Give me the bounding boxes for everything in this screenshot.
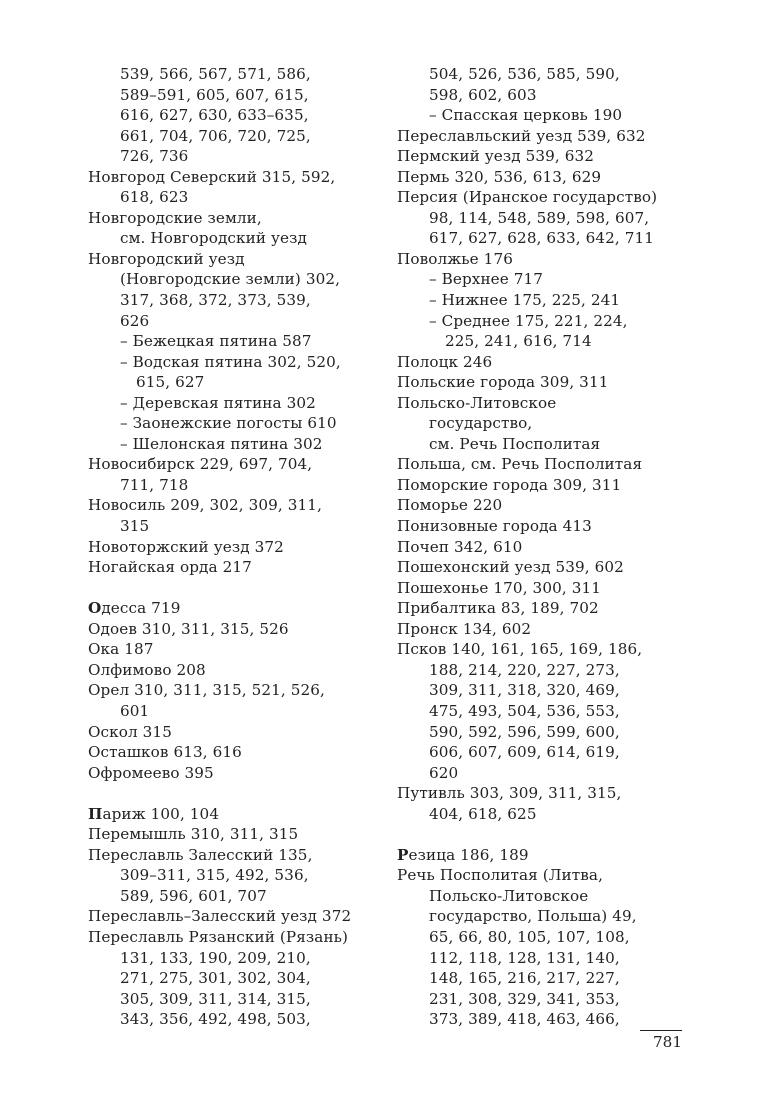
index-subentry: – Спасская церковь 190	[429, 106, 623, 125]
index-entry: Резица 186, 189	[397, 845, 529, 864]
index-entry-continuation: 711, 718	[120, 475, 189, 494]
index-column-left	[88, 64, 388, 1030]
index-entry-continuation: 590, 592, 596, 599, 600,	[429, 722, 620, 741]
index-entry: Поморье 220	[397, 496, 503, 515]
index-subentry: – Бежецкая пятина 587	[120, 332, 312, 351]
index-entry-continuation: 615, 627	[136, 373, 205, 392]
index-entry: Офромеево 395	[88, 763, 214, 782]
index-subentry: – Заонежские погосты 610	[120, 414, 337, 433]
index-entry-continuation: 309–311, 315, 492, 536,	[120, 866, 309, 885]
index-entry: Новгород Северский 315, 592,	[88, 167, 336, 186]
index-entry-continuation: 606, 607, 609, 614, 619,	[429, 743, 620, 762]
index-entry: Почеп 342, 610	[397, 537, 523, 556]
index-entry-continuation: 98, 114, 548, 589, 598, 607,	[429, 208, 650, 227]
index-entry-continuation: 373, 389, 418, 463, 466,	[429, 1010, 620, 1029]
index-entry: Переславль–Залесский уезд 372	[88, 907, 352, 926]
index-entry-continuation: 305, 309, 311, 314, 315,	[120, 989, 311, 1008]
index-entry-continuation: государство,	[429, 414, 533, 433]
index-subentry: – Водская пятина 302, 520,	[120, 352, 341, 371]
index-entry-continuation: 131, 133, 190, 209, 210,	[120, 948, 311, 967]
index-entry: Новгородские земли,	[88, 208, 262, 227]
index-entry: Переславль Рязанский (Рязань)	[88, 927, 349, 946]
index-column-right	[397, 64, 717, 1030]
index-subentry: – Шелонская пятина 302	[120, 434, 323, 453]
index-entry-continuation: 589, 596, 601, 707	[120, 886, 267, 905]
index-subentry: – Верхнее 717	[429, 270, 544, 289]
index-entry: Пермский уезд 539, 632	[397, 147, 595, 166]
index-entry: Полоцк 246	[397, 352, 493, 371]
page-number: 781	[640, 1030, 682, 1051]
index-entry: Париж 100, 104	[88, 804, 220, 823]
index-entry: Перемышль 310, 311, 315	[88, 825, 299, 844]
index-entry: Одесса 719	[88, 599, 181, 618]
index-entry: Новгородский уезд	[88, 249, 245, 268]
index-entry-continuation: 188, 214, 220, 227, 273,	[429, 660, 620, 679]
index-entry: Персия (Иранское государство)	[397, 188, 658, 207]
section-gap	[88, 783, 388, 804]
index-entry: Псков 140, 161, 165, 169, 186,	[397, 640, 643, 659]
index-entry-continuation: 589–591, 605, 607, 615,	[120, 85, 309, 104]
index-entry-continuation: 148, 165, 216, 217, 227,	[429, 969, 620, 988]
index-entry: Осташков 613, 616	[88, 743, 242, 762]
index-entry: Новосиль 209, 302, 309, 311,	[88, 496, 323, 515]
index-entry: Орел 310, 311, 315, 521, 526,	[88, 681, 325, 700]
index-entry: Путивль 303, 309, 311, 315,	[397, 784, 622, 803]
index-entry-continuation: 231, 308, 329, 341, 353,	[429, 989, 620, 1008]
index-entry: Пермь 320, 536, 613, 629	[397, 167, 602, 186]
index-subentry: – Деревская пятина 302	[120, 393, 316, 412]
index-entry-continuation: 620	[429, 763, 459, 782]
index-entry-continuation: 309, 311, 318, 320, 469,	[429, 681, 620, 700]
index-entry: Польша, см. Речь Посполитая	[397, 455, 643, 474]
index-subentry: – Среднее 175, 221, 224,	[429, 311, 628, 330]
index-entry: Ногайская орда 217	[88, 558, 252, 577]
index-entry-continuation: 225, 241, 616, 714	[445, 332, 592, 351]
index-entry-continuation: 661, 704, 706, 720, 725,	[120, 126, 311, 145]
index-entry: Оскол 315	[88, 722, 172, 741]
index-entry-continuation: Польско-Литовское	[429, 886, 589, 905]
index-entry-continuation: 618, 623	[120, 188, 189, 207]
index-entry: Польские города 309, 311	[397, 373, 609, 392]
index-entry: Новоторжский уезд 372	[88, 537, 284, 556]
index-entry-continuation: 616, 627, 630, 633–635,	[120, 106, 309, 125]
index-entry-continuation: см. Новгородский уезд	[120, 229, 307, 248]
index-entry-continuation: 617, 627, 628, 633, 642, 711	[429, 229, 655, 248]
index-entry-continuation: 598, 602, 603	[429, 85, 537, 104]
index-entry-continuation: 504, 526, 536, 585, 590,	[429, 65, 620, 83]
index-entry-continuation: 315	[120, 517, 150, 536]
section-gap	[397, 824, 717, 845]
index-entry-continuation: 112, 118, 128, 131, 140,	[429, 948, 620, 967]
index-entry: Польско-Литовское	[397, 393, 557, 412]
index-entry: Переславльский уезд 539, 632	[397, 126, 646, 145]
index-entry-continuation: 539, 566, 567, 571, 586,	[120, 65, 311, 83]
index-entry: Прибалтика 83, 189, 702	[397, 599, 599, 618]
index-entry-continuation: (Новгородские земли) 302,	[120, 270, 341, 289]
index-entry-continuation: 475, 493, 504, 536, 553,	[429, 701, 620, 720]
index-entry: Пошехонье 170, 300, 311	[397, 578, 601, 597]
index-entry-continuation: 601	[120, 701, 150, 720]
index-entry-continuation: 626	[120, 311, 150, 330]
index-entry: Ока 187	[88, 640, 154, 659]
index-entry: Понизовные города 413	[397, 517, 592, 536]
index-entry-continuation: 271, 275, 301, 302, 304,	[120, 969, 311, 988]
index-entry-continuation: государство, Польша) 49,	[429, 907, 637, 926]
index-entry: Поморские города 309, 311	[397, 475, 622, 494]
index-entry-continuation: 317, 368, 372, 373, 539,	[120, 291, 311, 310]
index-entry-continuation: 343, 356, 492, 498, 503,	[120, 1010, 311, 1029]
index-subentry: – Нижнее 175, 225, 241	[429, 291, 621, 310]
index-entry-continuation: 404, 618, 625	[429, 804, 537, 823]
index-entry: Одоев 310, 311, 315, 526	[88, 619, 289, 638]
index-entry: Пронск 134, 602	[397, 619, 532, 638]
section-gap	[88, 578, 388, 599]
index-entry-continuation: 726, 736	[120, 147, 189, 166]
index-entry: Олфимово 208	[88, 660, 206, 679]
index-entry-continuation: 65, 66, 80, 105, 107, 108,	[429, 927, 630, 946]
index-entry: Поволжье 176	[397, 249, 513, 268]
index-entry: Пошехонский уезд 539, 602	[397, 558, 624, 577]
index-entry: Речь Посполитая (Литва,	[397, 866, 603, 885]
index-entry: Новосибирск 229, 697, 704,	[88, 455, 313, 474]
index-entry: Переславль Залесский 135,	[88, 845, 313, 864]
index-entry-continuation: см. Речь Посполитая	[429, 434, 601, 453]
